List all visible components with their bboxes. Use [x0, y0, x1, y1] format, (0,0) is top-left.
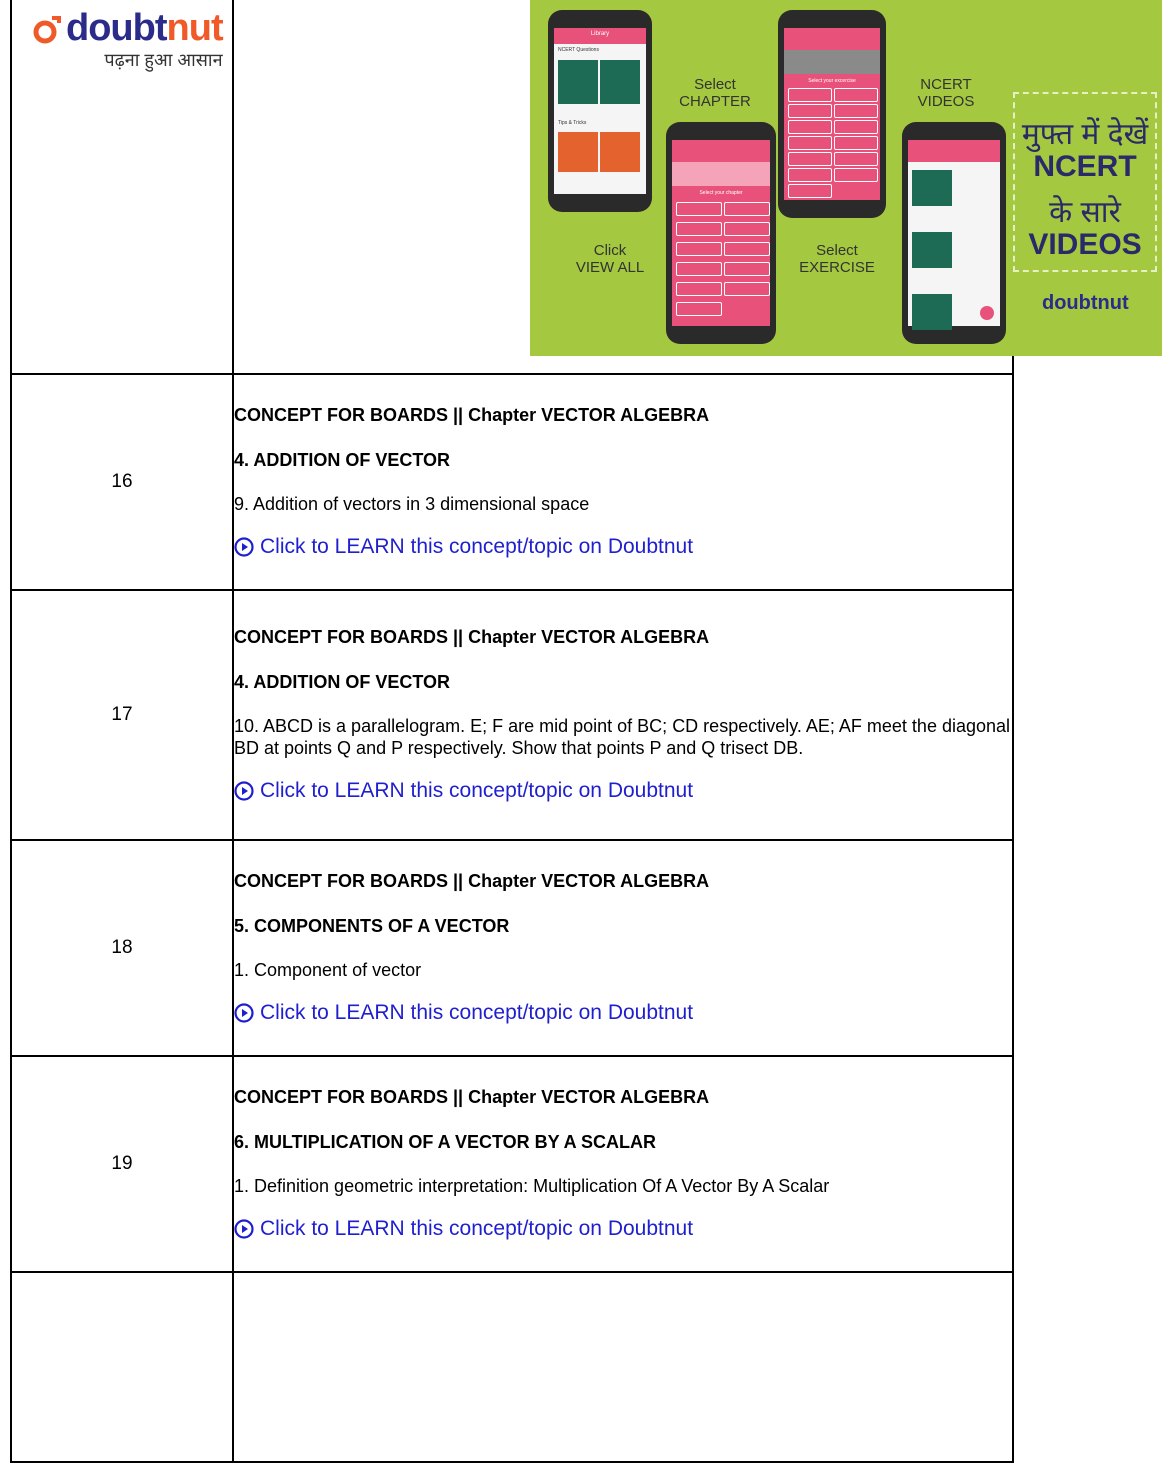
row-number: 16: [11, 374, 233, 590]
learn-concept-link[interactable]: [234, 1217, 1012, 1241]
select-your-chapter-label: Select your chapter: [699, 190, 743, 196]
play-circle-icon: [234, 1003, 254, 1023]
section-title: 6. MULTIPLICATION OF A VECTOR BY A SCALAR: [234, 1132, 657, 1152]
play-circle-icon: [234, 1219, 254, 1239]
learn-concept-link[interactable]: [234, 779, 1012, 803]
learn-link-label: Click to LEARN this concept/topic on Doubtnut: [260, 779, 694, 802]
concept-text: 1. Component of vector: [234, 960, 422, 980]
table-row: [11, 840, 1013, 1056]
row-content: [233, 840, 1013, 1056]
play-circle-icon: [234, 537, 254, 557]
tips-tricks-label: Tips & Tricks: [558, 120, 587, 126]
section-title: 4. ADDITION OF VECTOR: [234, 450, 451, 470]
concept-text: 9. Addition of vectors in 3 dimensional space: [234, 494, 590, 514]
hindi-line-1: मुफ्त में देखें: [1021, 118, 1149, 151]
course-title: CONCEPT FOR BOARDS || Chapter VECTOR ALGEBRA: [234, 1087, 710, 1107]
phone-videos: [902, 122, 1006, 344]
concept-text: 1. Definition geometric interpretation: Multiplication Of A Vector By A Scalar: [234, 1176, 830, 1196]
row-content: [233, 1056, 1013, 1272]
ncert-videos-label: NCERT VIDEOS: [917, 76, 975, 110]
banner-cell: [233, 0, 1149, 374]
ncert-promo-banner[interactable]: [530, 0, 1162, 356]
learn-link-label: Click to LEARN this concept/topic on Doubtnut: [260, 1001, 694, 1024]
learn-link-label: Click to LEARN this concept/topic on Doubtnut: [260, 535, 694, 558]
course-title: CONCEPT FOR BOARDS || Chapter VECTOR ALGEBRA: [234, 871, 710, 891]
table-row: [11, 1056, 1013, 1272]
hindi-line-4: VIDEOS: [1028, 228, 1142, 261]
library-title: Library: [590, 31, 610, 37]
hindi-promo-box: [1013, 92, 1157, 272]
content-table: [10, 0, 1149, 1463]
phone-exercise: [778, 10, 886, 218]
click-view-all-label: Click VIEW ALL: [575, 242, 645, 276]
table-row-empty: [11, 1272, 1013, 1462]
select-exercise-label: Select EXERCISE: [799, 242, 875, 276]
doubtnut-logo[interactable]: [32, 8, 223, 72]
table-row: [11, 374, 1013, 590]
concept-text: 10. ABCD is a parallelogram. E; F are mid point of BC; CD respectively. AE; AF meet the diagonal BD at points Q and P respectively. Show that points P and Q trisect DB.: [234, 716, 1011, 758]
row-content-empty: [233, 1272, 1013, 1462]
brand-tagline: पढ़ना हुआ आसान: [104, 50, 223, 70]
ncert-questions-label: NCERT Questions: [558, 47, 599, 53]
select-your-exercise-label: Select your excercise: [808, 78, 856, 84]
learn-concept-link[interactable]: [234, 535, 1012, 559]
hindi-line-2: NCERT: [1033, 150, 1137, 183]
row-number-empty: [11, 1272, 233, 1462]
hindi-line-3: के सारे: [1049, 196, 1121, 229]
select-chapter-label: Select CHAPTER: [679, 76, 751, 110]
row-content: [233, 374, 1013, 590]
phone-chapter: [666, 122, 776, 344]
row-number: 17: [11, 590, 233, 840]
section-title: 5. COMPONENTS OF A VECTOR: [234, 916, 510, 936]
brand-suffix: nut: [166, 7, 223, 49]
doubtnut-mark-icon: [32, 14, 62, 44]
table-row: [11, 590, 1013, 840]
row-number: 19: [11, 1056, 233, 1272]
play-circle-icon: [234, 781, 254, 801]
course-title: CONCEPT FOR BOARDS || Chapter VECTOR ALGEBRA: [234, 405, 710, 425]
phone-library: [548, 10, 652, 212]
logo-cell: [11, 0, 233, 374]
row-number: 18: [11, 840, 233, 1056]
banner-doubtnut-logo: doubtnut: [1042, 292, 1129, 314]
row-content: [233, 590, 1013, 840]
section-title: 4. ADDITION OF VECTOR: [234, 672, 451, 692]
course-title: CONCEPT FOR BOARDS || Chapter VECTOR ALGEBRA: [234, 627, 710, 647]
learn-concept-link[interactable]: [234, 1001, 1012, 1025]
learn-link-label: Click to LEARN this concept/topic on Doubtnut: [260, 1217, 694, 1240]
brand-prefix: doubt: [66, 7, 167, 49]
